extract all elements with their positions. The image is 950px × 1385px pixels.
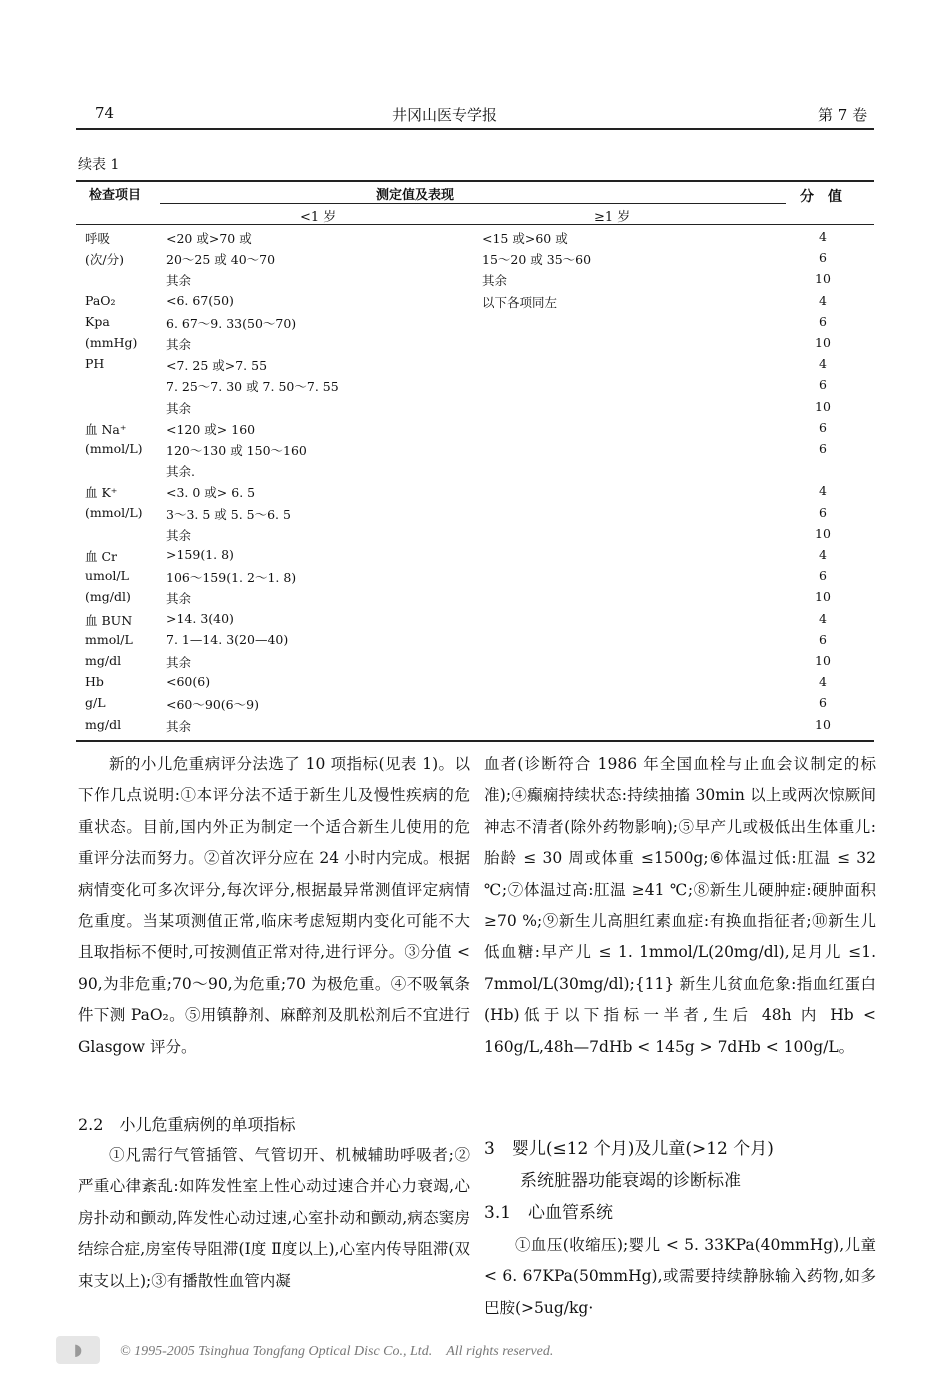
section-heading-2-2: 2.2 小儿危重病例的单项指标 xyxy=(78,1115,296,1134)
cell-score: 10 xyxy=(815,589,831,605)
cell-ge1: 15～20 或 35～60 xyxy=(482,252,592,268)
cell-item: mmol/L xyxy=(85,631,133,647)
table-row xyxy=(0,632,950,653)
table-row xyxy=(0,568,950,589)
cell-score: 6 xyxy=(819,313,827,329)
cell-score: 6 xyxy=(819,568,827,584)
publisher-logo-icon: ◗ xyxy=(56,1336,100,1364)
cell-lt1: >14. 3(40) xyxy=(166,610,234,626)
table-row xyxy=(0,441,950,462)
table-row xyxy=(0,547,950,568)
cell-lt1: 120～130 或 150～160 xyxy=(166,443,307,458)
cell-item: umol/L xyxy=(85,568,129,584)
cell-lt1: 6. 67～9. 33(50～70) xyxy=(166,315,297,331)
col-header-item: 检查项目 xyxy=(89,188,142,203)
subheader-rule xyxy=(160,203,786,204)
cell-score: 6 xyxy=(819,631,827,647)
cell-item: 血 Cr xyxy=(85,549,118,564)
header-bottom-rule xyxy=(76,224,874,225)
cell-lt1: 7. 25～7. 30 或 7. 50～7. 55 xyxy=(166,379,339,395)
cell-ge1: <15 或>60 或 xyxy=(482,231,568,246)
cell-score: 10 xyxy=(815,525,831,541)
col-header-lt1: <1 岁 xyxy=(300,210,337,225)
cell-item: mg/dl xyxy=(85,653,122,668)
col-header-measure: 测定值及表现 xyxy=(376,188,455,203)
cell-score: 4 xyxy=(819,483,827,499)
table-row xyxy=(0,399,950,420)
cell-item: PaO₂ xyxy=(85,292,116,308)
cell-lt1: <3. 0 或> 6. 5 xyxy=(166,485,256,501)
cell-item: (mg/dl) xyxy=(85,589,131,605)
cell-lt1: 其余 xyxy=(166,400,192,416)
cell-item: Kpa xyxy=(85,313,110,329)
cell-ge1: 以下各项同左 xyxy=(482,294,558,310)
table-row xyxy=(0,250,950,271)
left-paragraph-2: ①凡需行气管插管、气管切开、机械辅助呼吸者;②严重心律紊乱:如阵发性室上性心动过速合并心力衰竭,心房扑动和颤动,阵发性心动过速,心室扑动和颤动,病态窦房结综合症,房室传导阻滞(Ⅰ度 Ⅱ度以上),心室内传导阻滞(双束支以上);③有播散性血管内凝 xyxy=(78,1146,470,1290)
cell-lt1: <7. 25 或>7. 55 xyxy=(166,358,268,374)
cell-score: 4 xyxy=(819,547,827,562)
cell-item: g/L xyxy=(85,695,106,711)
cell-score: 4 xyxy=(819,292,827,308)
table-row xyxy=(0,271,950,292)
cell-lt1: 其余 xyxy=(166,273,192,289)
cell-item: PH xyxy=(85,356,105,372)
right-paragraph-1: 血者(诊断符合 1986 年全国血栓与止血会议制定的标准);④癫痫持续状态:持续抽搐 30min 以上或两次惊厥间神志不清者(除外药物影响);⑤早产儿或极低出生体重儿:胎龄 ≤ 30 周或体重 ≤1500g;⑥体温过低:肛温 ≤ 32 ℃;⑦体温过高:肛温 ≥41 ℃;⑧新生儿硬肿症:硬肿面积 ≥70 %;⑨新生儿高胆红素血症:有换血指征者;⑩新生儿低血糖:早产儿 ≤ 1. 1mmol/L(20mg/dl),足月儿 ≤1. 7mmol/L(30mg/dl);{11} 新生儿贫血危象:指血红蛋白(Hb)低于以下指标一半者,生后 48h 内 Hb < 160g/L,48h—7dHb < 145g > 7dHb < 100g/L。 xyxy=(484,755,876,1056)
table-row xyxy=(0,462,950,483)
cell-item: (mmHg) xyxy=(85,335,138,350)
cell-score: 6 xyxy=(819,695,827,711)
table-row xyxy=(0,483,950,504)
cell-score: 6 xyxy=(819,377,827,393)
cell-score: 6 xyxy=(819,250,827,266)
cell-lt1: 其余 xyxy=(166,655,192,670)
cell-lt1: 106～159(1. 2～1. 8) xyxy=(166,570,297,586)
section-heading-3-cont: 系统脏器功能衰竭的诊断标准 xyxy=(520,1171,741,1191)
right-paragraph-2: ①血压(收缩压);婴儿 < 5. 33KPa(40mmHg),儿童 < 6. 67KPa(50mmHg),或需要持续静脉输入药物,如多巴胺(>5ug/kg· xyxy=(484,1236,876,1317)
cell-score: 6 xyxy=(819,419,827,435)
cell-lt1: 其余 xyxy=(166,527,192,543)
left-paragraph-1: 新的小儿危重病评分法选了 10 项指标(见表 1)。以下作几点说明:①本评分法不适于新生儿及慢性疾病的危重状态。目前,国内外正为制定一个适合新生儿使用的危重评分法而努力。②首次评分应在 24 小时内完成。根据病情变化可多次评分,每次评分,根据最异常测值评定病情危重度。当某项测值正常,临床考虑短期内变化可能不大且取指标不便时,可按测值正常对待,进行评分。③分值 < 90,为非危重;70～90,为危重;70 为极危重。④不吸氧条件下测 PaO₂。⑤用镇静剂、麻醉剂及肌松剂后不宜进行 Glasgow 评分。 xyxy=(78,755,470,1056)
header-rule xyxy=(76,128,874,130)
cell-lt1: 其余 xyxy=(166,718,192,734)
cell-score: 10 xyxy=(815,653,831,668)
section-heading-3-1: 3.1 心血管系统 xyxy=(484,1203,614,1223)
table-row xyxy=(0,526,950,547)
cell-item: 血 Na⁺ xyxy=(85,421,127,437)
col-header-score: 分 值 xyxy=(800,189,842,205)
table-row xyxy=(0,335,950,356)
cell-item: (mmol/L) xyxy=(85,441,143,456)
table-row xyxy=(0,611,950,632)
cell-lt1: 7. 1—14. 3(20—40) xyxy=(166,631,289,647)
volume-label: 第 7 卷 xyxy=(818,106,868,124)
cell-item: (次/分) xyxy=(85,252,124,268)
table-row xyxy=(0,377,950,398)
table-top-rule xyxy=(76,180,874,182)
cell-score: 10 xyxy=(815,271,831,287)
cell-lt1: <20 或>70 或 xyxy=(166,231,252,246)
table-row xyxy=(0,695,950,716)
table-bottom-rule xyxy=(76,740,874,742)
cell-item: Hb xyxy=(85,674,104,690)
table-row xyxy=(0,505,950,526)
cell-lt1: <6. 67(50) xyxy=(166,292,234,308)
footer-copyright: © 1995-2005 Tsinghua Tongfang Optical Disc Co., Ltd. All rights reserved. xyxy=(120,1344,554,1359)
table-row xyxy=(0,293,950,314)
table-row xyxy=(0,589,950,610)
col-header-ge1: ≥1 岁 xyxy=(594,210,631,225)
cell-score: 4 xyxy=(819,674,827,690)
cell-lt1: 其余 xyxy=(166,337,192,352)
cell-lt1: <120 或> 160 xyxy=(166,421,256,437)
table-caption: 续表 1 xyxy=(78,157,120,173)
cell-lt1: 其余. xyxy=(166,464,195,480)
cell-lt1: 其余 xyxy=(166,591,192,607)
cell-score: 6 xyxy=(819,504,827,520)
table-row xyxy=(0,717,950,738)
table-row xyxy=(0,314,950,335)
section-heading-3: 3 婴儿(≤12 个月)及儿童(>12 个月) xyxy=(484,1139,774,1159)
journal-title: 井冈山医专学报 xyxy=(392,106,498,124)
table-row xyxy=(0,653,950,674)
table-row xyxy=(0,420,950,441)
cell-item: 血 BUN xyxy=(85,612,133,628)
page-number: 74 xyxy=(95,104,115,122)
cell-score: 6 xyxy=(819,441,827,456)
cell-ge1: 其余 xyxy=(482,273,508,289)
cell-score: 4 xyxy=(819,610,827,626)
cell-lt1: <60～90(6～9) xyxy=(166,697,259,713)
cell-lt1: 20～25 或 40～70 xyxy=(166,252,276,268)
cell-lt1: 3～3. 5 或 5. 5～6. 5 xyxy=(166,506,291,522)
cell-score: 10 xyxy=(815,716,831,732)
cell-score: 10 xyxy=(815,398,831,414)
cell-score: 4 xyxy=(819,356,827,372)
table-row xyxy=(0,674,950,695)
cell-lt1: >159(1. 8) xyxy=(166,547,234,562)
cell-item: 呼吸 xyxy=(85,231,111,246)
cell-lt1: <60(6) xyxy=(166,674,211,690)
cell-item: (mmol/L) xyxy=(85,504,143,520)
table-row xyxy=(0,229,950,250)
cell-score: 4 xyxy=(819,229,827,244)
cell-item: mg/dl xyxy=(85,716,122,732)
table-row xyxy=(0,356,950,377)
cell-item: 血 K⁺ xyxy=(85,485,118,501)
cell-score: 10 xyxy=(815,335,831,350)
